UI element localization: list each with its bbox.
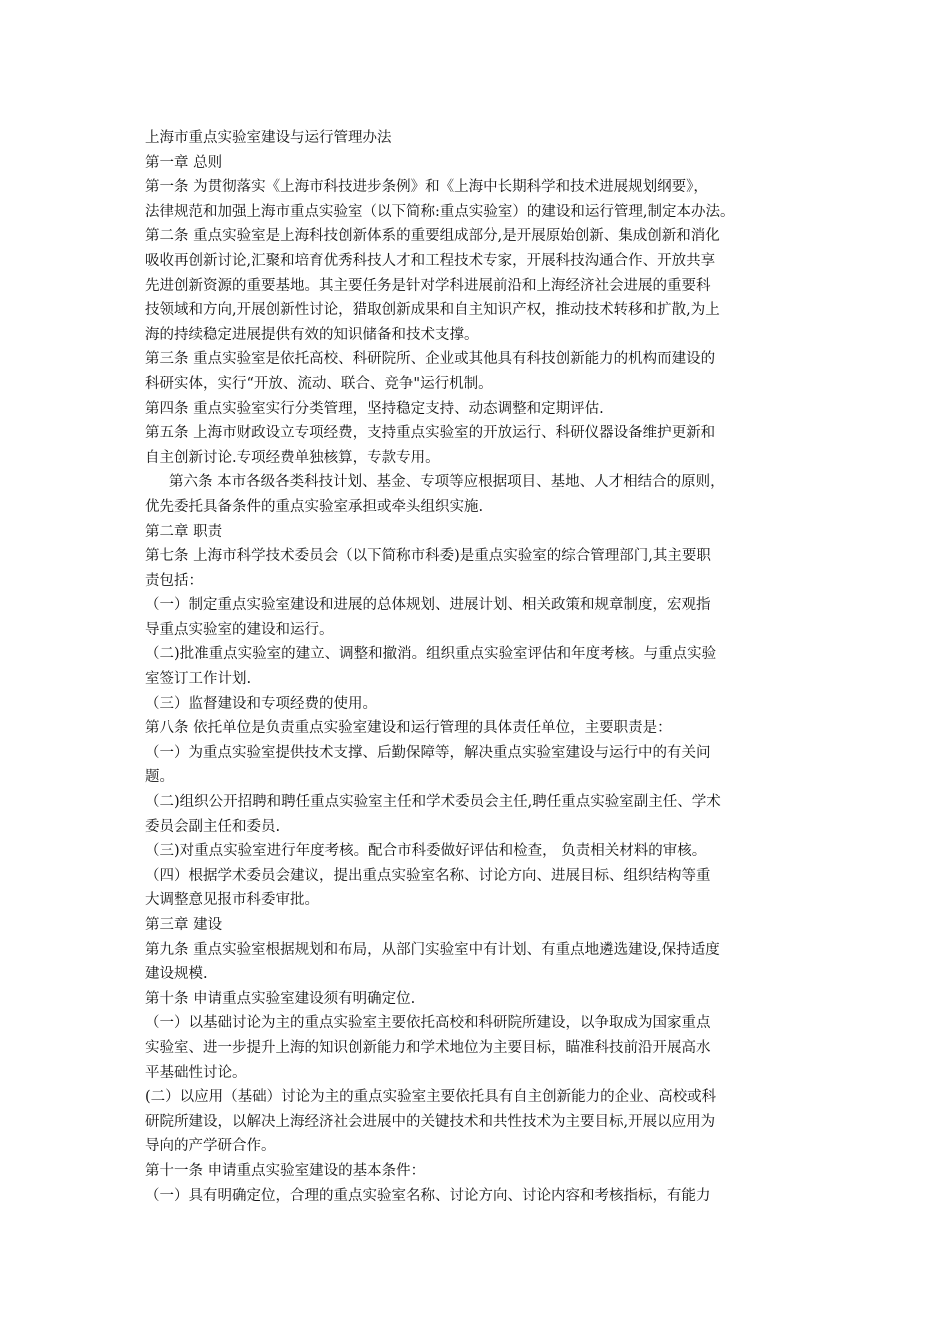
text-line: 海的持续稳定进展提供有效的知识储备和技术支撑。 bbox=[145, 326, 479, 343]
text-line: 导重点实验室的建设和运行。 bbox=[145, 621, 334, 638]
text-line: （四）根据学术委员会建议，提出重点实验室名称、讨论方向、进展目标、组织结构等重 bbox=[145, 867, 711, 884]
text-line: （三)对重点实验室进行年度考核。配合市科委做好评估和检查， 负责相关材料的审核。 bbox=[145, 843, 707, 860]
text-line: 题。 bbox=[145, 769, 174, 786]
text-line: 自主创新讨论.专项经费单独核算，专款专用。 bbox=[145, 449, 440, 466]
chapter-heading: 第二章 职责 bbox=[145, 523, 223, 540]
text-line: 实验室、进一步提升上海的知识创新能力和学术地位为主要目标，瞄准科技前沿开展高水 bbox=[145, 1039, 711, 1056]
text-line: 第九条 重点实验室根据规划和布局，从部门实验室中有计划、有重点地遴选建设,保持适度 bbox=[145, 941, 720, 958]
text-line: 科研实体，实行“开放、流动、联合、竞争"运行机制。 bbox=[145, 375, 493, 392]
text-line: （一）以基础讨论为主的重点实验室主要依托高校和科研院所建设，以争取成为国家重点 bbox=[145, 1015, 711, 1032]
text-line: 第十一条 申请重点实验室建设的基本条件： bbox=[145, 1162, 426, 1179]
text-line: 委员会副主任和委员. bbox=[145, 818, 281, 835]
text-line: 第二条 重点实验室是上海科技创新体系的重要组成部分,是开展原始创新、集成创新和消化 bbox=[145, 228, 720, 245]
text-line: 优先委托具备条件的重点实验室承担或牵头组织实施. bbox=[145, 498, 484, 515]
text-line: 第一条 为贯彻落实《上海市科技进步条例》和《上海中长期科学和技术进展规划纲要》， bbox=[145, 179, 708, 196]
chapter-heading: 第一章 总则 bbox=[145, 154, 223, 171]
document-body bbox=[145, 126, 825, 1208]
text-line: 第七条 上海市科学技术委员会（以下简称市科委)是重点实验室的综合管理部门,其主要职 bbox=[145, 548, 711, 565]
text-line: 责包括： bbox=[145, 572, 203, 589]
text-line: 第三条 重点实验室是依托高校、科研院所、企业或其他具有科技创新能力的机构而建设的 bbox=[145, 351, 716, 368]
text-line: （一）制定重点实验室建设和进展的总体规划、进展计划、相关政策和规章制度，宏观指 bbox=[145, 597, 711, 614]
text-line: 法律规范和加强上海市重点实验室（以下简称:重点实验室）的建设和运行管理,制定本办法。 bbox=[145, 203, 735, 220]
text-line: 技领域和方向,开展创新性讨论，猎取创新成果和自主知识产权，推动技术转移和扩散,为上 bbox=[145, 302, 720, 319]
document-title: 上海市重点实验室建设与运行管理办法 bbox=[145, 130, 392, 146]
text-line: （一）具有明确定位，合理的重点实验室名称、讨论方向、讨论内容和考核指标，有能力 bbox=[145, 1187, 711, 1204]
text-line: 先进创新资源的重要基地。其主要任务是针对学科进展前沿和上海经济社会进展的重要科 bbox=[145, 277, 711, 294]
text-line: 研院所建设，以解决上海经济社会进展中的关键技术和共性技术为主要目标,开展以应用为 bbox=[145, 1113, 716, 1130]
text-line: 第六条 本市各级各类科技计划、基金、专项等应根据项目、基地、人才相结合的原则， bbox=[169, 474, 725, 491]
text-line: 导向的产学研合作。 bbox=[145, 1138, 276, 1155]
chapter-heading: 第三章 建设 bbox=[145, 917, 223, 933]
text-line: 吸收再创新讨论,汇聚和培育优秀科技人才和工程技术专家，开展科技沟通合作、开放共享 bbox=[145, 252, 716, 269]
text-line: 室签订工作计划. bbox=[145, 671, 252, 688]
text-line: 第四条 重点实验室实行分类管理，坚持稳定支持、动态调整和定期评估. bbox=[145, 400, 604, 417]
text-line: （二)批准重点实验室的建立、调整和撤消。组织重点实验室评估和年度考核。与重点实验 bbox=[145, 646, 717, 663]
text-line: 平基础性讨论。 bbox=[145, 1064, 247, 1081]
text-line: 大调整意见报市科委审批。 bbox=[145, 892, 319, 909]
text-line: （二)组织公开招聘和聘任重点实验室主任和学术委员会主任,聘任重点实验室副主任、学术 bbox=[145, 794, 721, 811]
text-line: (二）以应用（基础）讨论为主的重点实验室主要依托具有自主创新能力的企业、高校或科 bbox=[145, 1089, 717, 1106]
text-line: 第五条 上海市财政设立专项经费，支持重点实验室的开放运行、科研仪器设备维护更新和 bbox=[145, 425, 716, 442]
text-line: （一）为重点实验室提供技术支撑、后勤保障等，解决重点实验室建设与运行中的有关问 bbox=[145, 744, 711, 761]
text-line: （三）监督建设和专项经费的使用。 bbox=[145, 695, 377, 712]
text-line: 建设规模. bbox=[145, 966, 208, 983]
text-line: 第八条 依托单位是负责重点实验室建设和运行管理的具体责任单位，主要职责是： bbox=[145, 720, 672, 737]
text-line: 第十条 申请重点实验室建设须有明确定位. bbox=[145, 990, 416, 1007]
